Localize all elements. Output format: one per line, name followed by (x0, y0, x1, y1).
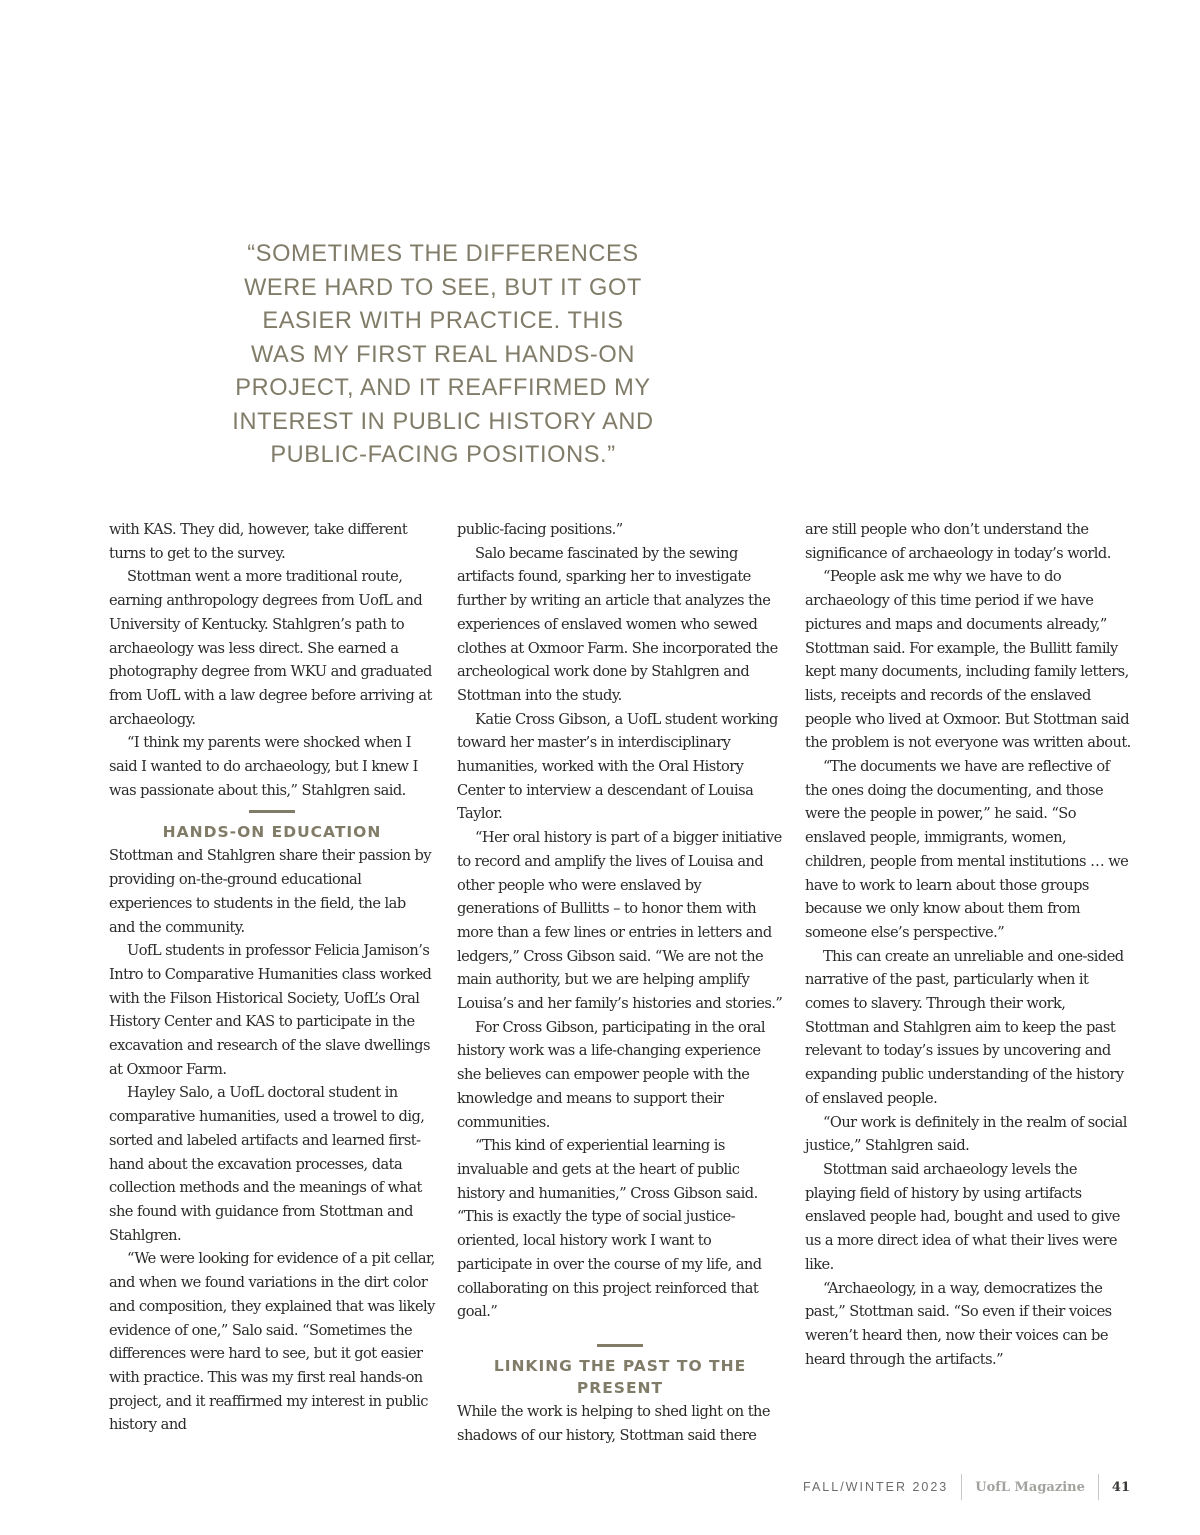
pull-quote (222, 238, 664, 473)
article-column-2 (457, 518, 783, 1447)
paragraph: “I think my parents were shocked when I said I wanted to do archaeology, but I knew I was passionate about this,” Stahlgren said. (109, 734, 418, 799)
section-divider (249, 810, 295, 813)
issue-date: FALL/WINTER 2023 (803, 1480, 949, 1494)
paragraph: This can create an unreliable and one-sided narrative of the past, particularly when it comes to slavery. Through their work, Stottman and Stahlgren aim to keep the past relevant to today’s issues by uncovering and expanding public understanding of the history of enslaved people. (805, 947, 1124, 1107)
paragraph: public-facing positions.” (457, 521, 623, 538)
page-footer (760, 1474, 1130, 1500)
paragraph: “People ask me why we have to do archaeology of this time period if we have pictures and maps and documents already,” Stottman said. For example, the Bullitt family kept many documents, including family letters, lists, receipts and records of the enslaved people who lived at Oxmoor. But Stottman said the problem is not everyone was written about. (805, 568, 1131, 752)
paragraph: For Cross Gibson, participating in the oral history work was a life-changing experience she believes can empower people with the knowledge and means to support their communities. (457, 1018, 765, 1131)
article-column-1 (109, 518, 435, 1437)
paragraph: “Archaeology, in a way, democratizes the past,” Stottman said. “So even if their voices weren’t heard then, now their voices can be heard through the artifacts.” (805, 1279, 1112, 1368)
pull-quote-line: WAS MY FIRST REAL HANDS-ON (251, 341, 635, 368)
article-column-3 (805, 518, 1131, 1371)
paragraph: Hayley Salo, a UofL doctoral student in comparative humanities, used a trowel to dig, sorted and labeled artifacts and learned first-hand about the excavation processes, data collection methods and the meanings of what she found with guidance from Stottman and Stahlgren. (109, 1084, 425, 1244)
paragraph: with KAS. They did, however, take different turns to get to the survey. (109, 521, 408, 562)
pull-quote-line: WERE HARD TO SEE, BUT IT GOT (244, 274, 642, 301)
footer-divider (961, 1474, 962, 1500)
paragraph: Stottman said archaeology levels the playing field of history by using artifacts enslaved people had, bought and used to give us a more direct idea of what their lives were like. (805, 1160, 1120, 1273)
paragraph: “This kind of experiential learning is invaluable and gets at the heart of public history and humanities,” Cross Gibson said. “This is exactly the type of social justice-oriented, local history work I want to participate in over the course of my life, and collaborating on this project reinforced that goal.” (457, 1137, 762, 1321)
paragraph: “Her oral history is part of a bigger initiative to record and amplify the lives of Louisa and other people who were enslaved by generations of Bullitts – to honor them with more than a few lines or entries in letters and ledgers,” Cross Gibson said. “We are not the main authority, but we are helping amplify Louisa’s and her family’s histories and stories.” (457, 829, 783, 1013)
footer-divider (1098, 1474, 1099, 1500)
pull-quote-line: PUBLIC-FACING POSITIONS.” (270, 442, 616, 468)
paragraph: “Our work is definitely in the realm of social justice,” Stahlgren said. (805, 1113, 1127, 1155)
pull-quote-line: EASIER WITH PRACTICE. THIS (262, 308, 624, 334)
pull-quote-line: INTEREST IN PUBLIC HISTORY AND (232, 408, 654, 435)
section-heading: LINKING THE PAST TO THE PRESENT (493, 1356, 747, 1397)
section-heading: HANDS-ON EDUCATION (162, 823, 382, 842)
magazine-name: UofL Magazine (975, 1479, 1085, 1495)
paragraph: “We were looking for evidence of a pit cellar, and when we found variations in the dirt color and composition, they explained that was likely evidence of one,” Salo said. “Sometimes the differences were hard to see, but it got easier with practice. This was my first real hands-on project, and it reaffirmed my interest in public history and (109, 1250, 435, 1434)
section-divider (597, 1344, 643, 1347)
paragraph: Katie Cross Gibson, a UofL student working toward her master’s in interdisciplinary humanities, worked with the Oral History Center to interview a descendant of Louisa Taylor. (457, 710, 778, 823)
paragraph: UofL students in professor Felicia Jamison’s Intro to Comparative Humanities class worked with the Filson Historical Society, UofL’s Oral History Center and KAS to participate in the excavation and research of the slave dwellings at Oxmoor Farm. (109, 942, 432, 1078)
page-number: 41 (1111, 1479, 1130, 1495)
paragraph: While the work is helping to shed light on the shadows of our history, Stottman said there (457, 1402, 770, 1444)
pull-quote-line: “SOMETIMES THE DIFFERENCES (247, 241, 639, 267)
paragraph: Stottman and Stahlgren share their passion by providing on-the-ground educational experiences to students in the field, the lab and the community. (109, 847, 432, 936)
paragraph: Salo became fascinated by the sewing artifacts found, sparking her to investigate further by writing an article that analyzes the experiences of enslaved women who sewed clothes at Oxmoor Farm. She incorporated the archeological work done by Stahlgren and Stottman into the study. (457, 544, 778, 704)
paragraph: are still people who don’t understand the significance of archaeology in today’s world. (805, 521, 1111, 562)
paragraph: Stottman went a more traditional route, earning anthropology degrees from UofL and University of Kentucky. Stahlgren’s path to archaeology was less direct. She earned a photography degree from WKU and graduated from UofL with a law degree before arriving at archaeology. (109, 568, 432, 728)
pull-quote-line: PROJECT, AND IT REAFFIRMED MY (235, 375, 651, 401)
paragraph: “The documents we have are reflective of the ones doing the documenting, and those were the people in power,” he said. “So enslaved people, immigrants, women, children, people from mental institutions … we have to work to learn about those groups because we only know about them from someone else’s perspective.” (805, 758, 1129, 941)
